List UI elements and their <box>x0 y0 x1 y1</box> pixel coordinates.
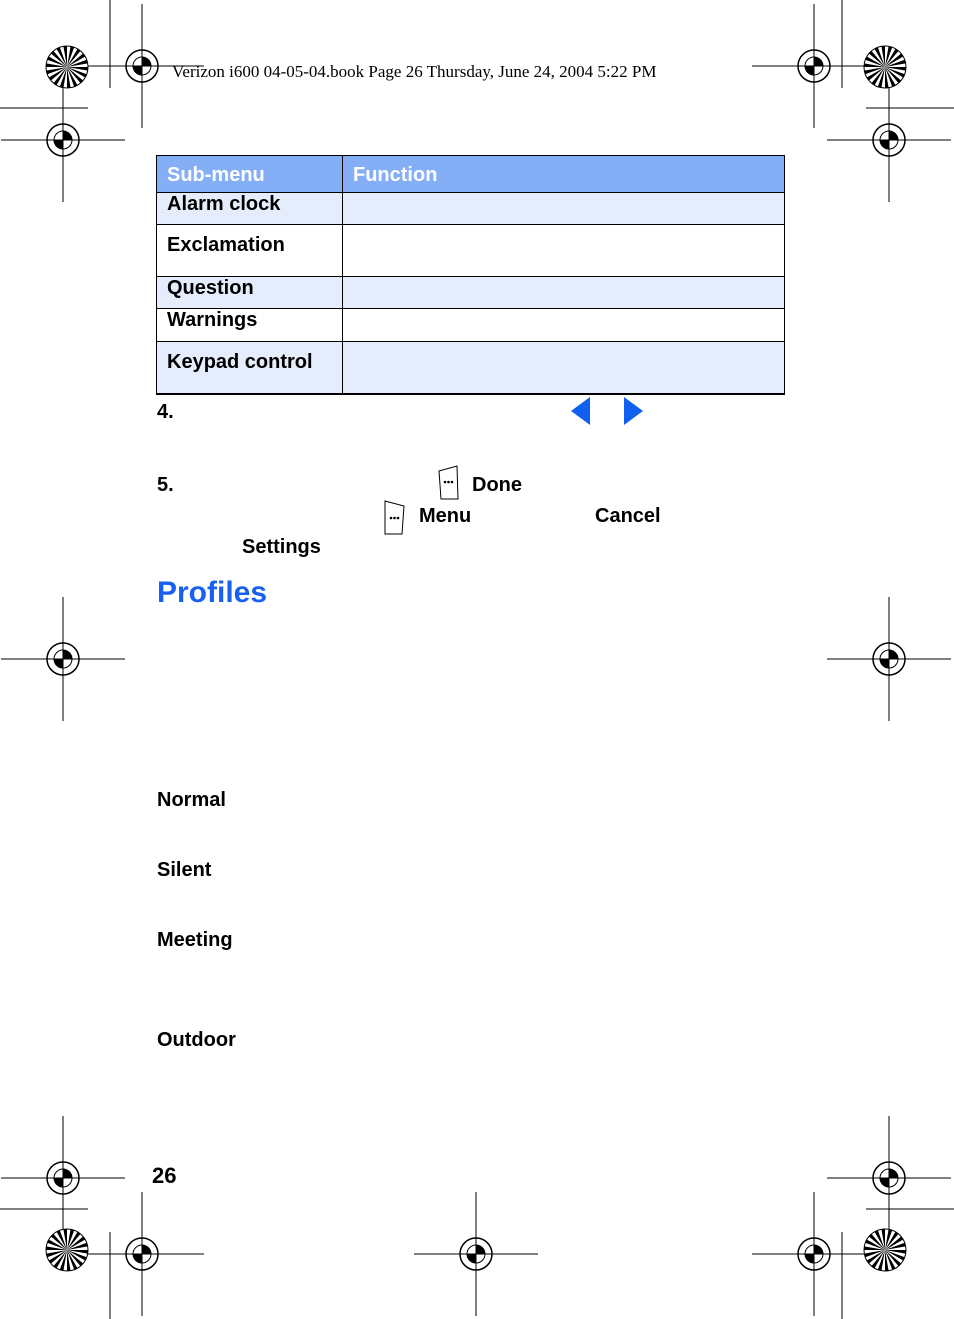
registration-mark-icon <box>414 1192 538 1316</box>
settings-label: Settings <box>242 536 321 558</box>
row-question-function <box>343 277 785 309</box>
col-header-submenu: Sub-menu <box>157 156 343 193</box>
row-warnings: Warnings <box>157 309 343 342</box>
registration-mark-icon <box>752 1192 876 1316</box>
submenu-table <box>156 155 785 395</box>
step-5-number: 5. <box>157 474 174 496</box>
step-4-number: 4. <box>157 401 174 423</box>
cancel-label: Cancel <box>595 505 661 527</box>
starburst-mark-icon <box>864 1229 906 1271</box>
registration-mark-icon <box>827 1116 951 1240</box>
print-header: Verizon i600 04-05-04.book Page 26 Thursday, June 24, 2004 5:22 PM <box>172 62 657 81</box>
row-keypad-control-function <box>343 342 785 394</box>
profile-silent: Silent <box>157 859 212 881</box>
section-title: Profiles <box>157 576 268 609</box>
registration-mark-icon <box>827 597 951 721</box>
left-arrow-icon <box>571 397 590 425</box>
right-arrow-icon <box>624 397 643 425</box>
starburst-mark-icon <box>46 1229 88 1271</box>
row-exclamation: Exclamation <box>157 225 343 277</box>
row-question: Question <box>157 277 343 309</box>
row-alarm-clock-function <box>343 193 785 225</box>
registration-mark-icon <box>1 1116 125 1240</box>
row-alarm-clock: Alarm clock <box>157 193 343 225</box>
profile-normal: Normal <box>157 789 226 811</box>
menu-label: Menu <box>419 505 472 527</box>
right-soft-key-icon <box>437 465 461 501</box>
row-exclamation-function <box>343 225 785 277</box>
registration-mark-icon <box>827 78 951 202</box>
registration-mark-icon <box>1 78 125 202</box>
registration-mark-icon <box>1 597 125 721</box>
profile-meeting: Meeting <box>157 929 233 951</box>
row-keypad-control: Keypad control <box>157 342 343 394</box>
row-warnings-function <box>343 309 785 342</box>
registration-mark-icon <box>752 4 876 128</box>
starburst-mark-icon <box>864 46 906 88</box>
left-soft-key-icon <box>382 500 406 536</box>
page-number: 26 <box>152 1163 177 1188</box>
starburst-mark-icon <box>46 46 88 88</box>
col-header-function: Function <box>343 156 785 193</box>
done-label: Done <box>472 474 522 496</box>
profile-outdoor: Outdoor <box>157 1029 236 1051</box>
registration-mark-icon <box>80 1192 204 1316</box>
